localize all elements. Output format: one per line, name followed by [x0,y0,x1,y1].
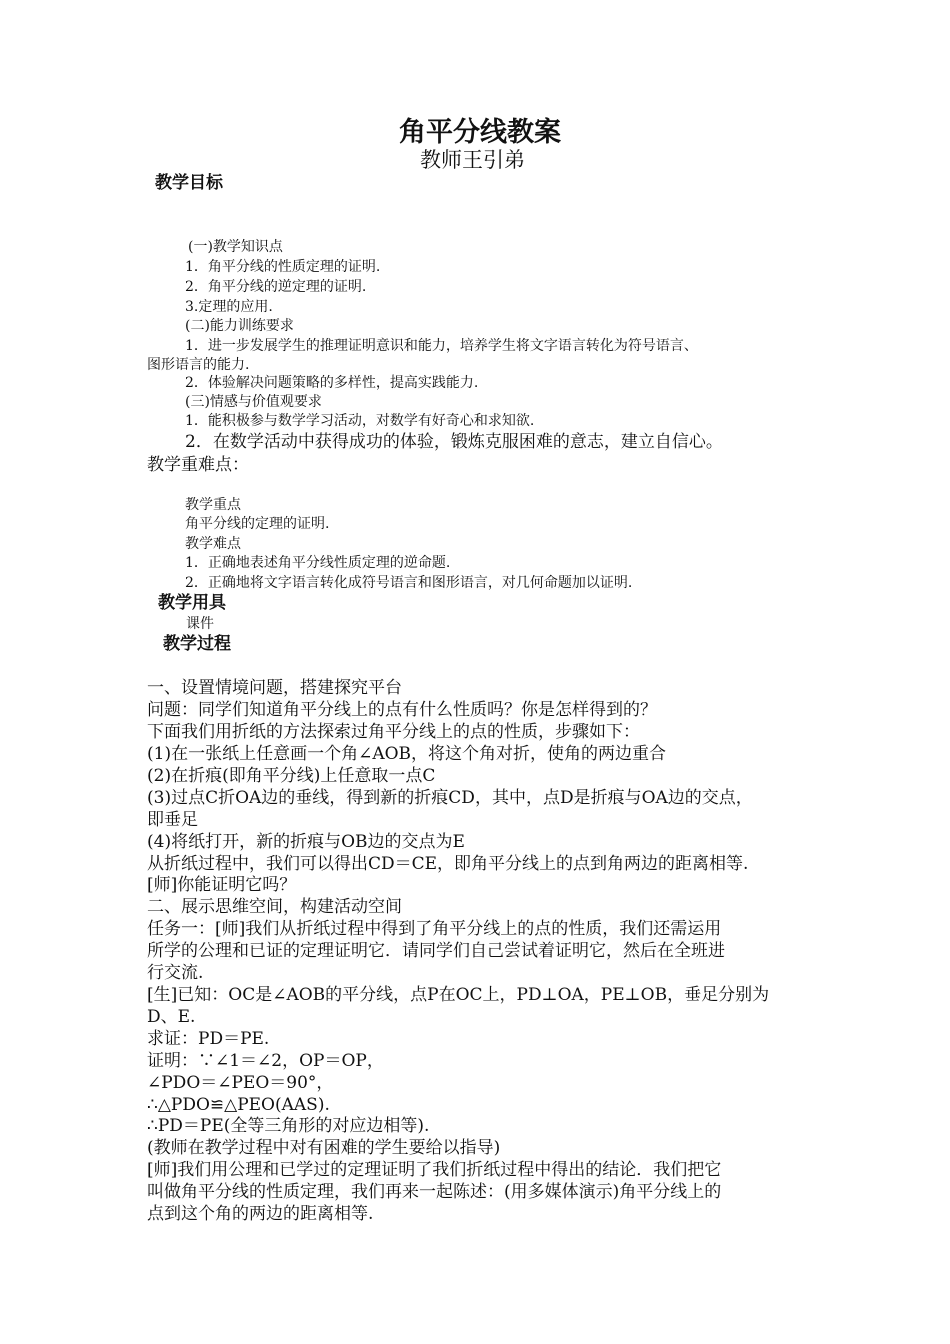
heading-teaching-objectives: 教学目标 [155,173,223,193]
process-line: 所学的公理和已证的定理证明它．请同学们自己尝试着证明它，然后在全班进 [147,941,725,961]
process-line: [生]已知：OC是∠AOB的平分线，点P在OC上，PD⊥OA，PE⊥OB，垂足分别为 [147,985,770,1005]
objective-line: 1．角平分线的性质定理的证明. [185,259,381,275]
objective-line: 2．角平分线的逆定理的证明. [185,279,367,295]
author-line: 教师王引弟 [420,148,525,172]
objective-line: 1．能积极参与数学学习活动，对数学有好奇心和求知欲. [185,413,535,429]
process-line: 下面我们用折纸的方法探索过角平分线上的点的性质，步骤如下： [147,722,640,742]
process-line: (2)在折痕(即角平分线)上任意取一点C [147,766,436,786]
objective-line: (一)教学知识点 [188,239,283,255]
objective-line: 3.定理的应用. [185,299,273,315]
objective-line: (二)能力训练要求 [185,318,294,334]
heading-teaching-tools: 教学用具 [158,593,226,613]
process-line: 即垂足 [147,810,198,830]
objective-line: 2．体验解决问题策略的多样性，提高实践能力. [185,375,479,391]
process-line: (1)在一张纸上任意画一个角∠AOB，将这个角对折，使角的两边重合 [147,744,667,764]
process-line: 点到这个角的两边的距离相等. [147,1204,374,1224]
process-line: 二、展示思维空间，构建活动空间 [147,897,402,917]
process-line: D、E. [147,1007,196,1027]
process-line: 一、设置情境问题，搭建探究平台 [147,678,402,698]
process-line: [师]我们用公理和已学过的定理证明了我们折纸过程中得出的结论．我们把它 [147,1160,722,1180]
key-point-line: 2．正确地将文字语言转化成符号语言和图形语言，对几何命题加以证明. [185,575,633,591]
document-title: 角平分线教案 [399,117,561,148]
objective-line: 2．在数学活动中获得成功的体验，锻炼克服困难的意志，建立自信心。 [185,432,723,452]
process-line: 叫做角平分线的性质定理，我们再来一起陈述：(用多媒体演示)角平分线上的 [147,1182,722,1202]
objective-line: 1．进一步发展学生的推理证明意识和能力，培养学生将文字语言转化为符号语言、 [185,338,698,354]
objective-line: (三)情感与价值观要求 [185,394,322,410]
process-line: ∴△PDO≌△PEO(AAS). [147,1095,330,1115]
process-line: ∠PDO＝∠PEO＝90°， [147,1073,334,1093]
process-line: 行交流. [147,963,204,983]
process-line: 问题：同学们知道角平分线上的点有什么性质吗？你是怎样得到的？ [147,700,657,720]
heading-teaching-process: 教学过程 [163,634,231,654]
process-line: 任务一：[师]我们从折纸过程中得到了角平分线上的点的性质，我们还需运用 [147,919,722,939]
objective-line: 图形语言的能力. [147,357,250,373]
key-point-line: 教学重点 [185,497,241,513]
tools-line: 课件 [186,616,214,632]
process-line: 证明：∵∠1＝∠2，OP＝OP， [147,1051,384,1071]
key-point-line: 角平分线的定理的证明. [185,516,330,532]
process-line: (教师在教学过程中对有困难的学生要给以指导) [147,1138,501,1158]
key-point-line: 教学难点 [185,536,241,552]
key-point-line: 1．正确地表述角平分线性质定理的逆命题. [185,555,451,571]
process-line: (3)过点C折OA边的垂线，得到新的折痕CD，其中，点D是折痕与OA边的交点， [147,788,753,808]
process-line: (4)将纸打开，新的折痕与OB边的交点为E [147,832,465,852]
process-line: 求证：PD＝PE. [147,1029,270,1049]
process-line: 从折纸过程中，我们可以得出CD＝CE，即角平分线上的点到角两边的距离相等. [147,854,749,874]
heading-key-points: 教学重难点： [147,455,249,475]
process-line: [师]你能证明它吗？ [147,875,297,895]
process-line: ∴PD＝PE(全等三角形的对应边相等). [147,1116,430,1136]
